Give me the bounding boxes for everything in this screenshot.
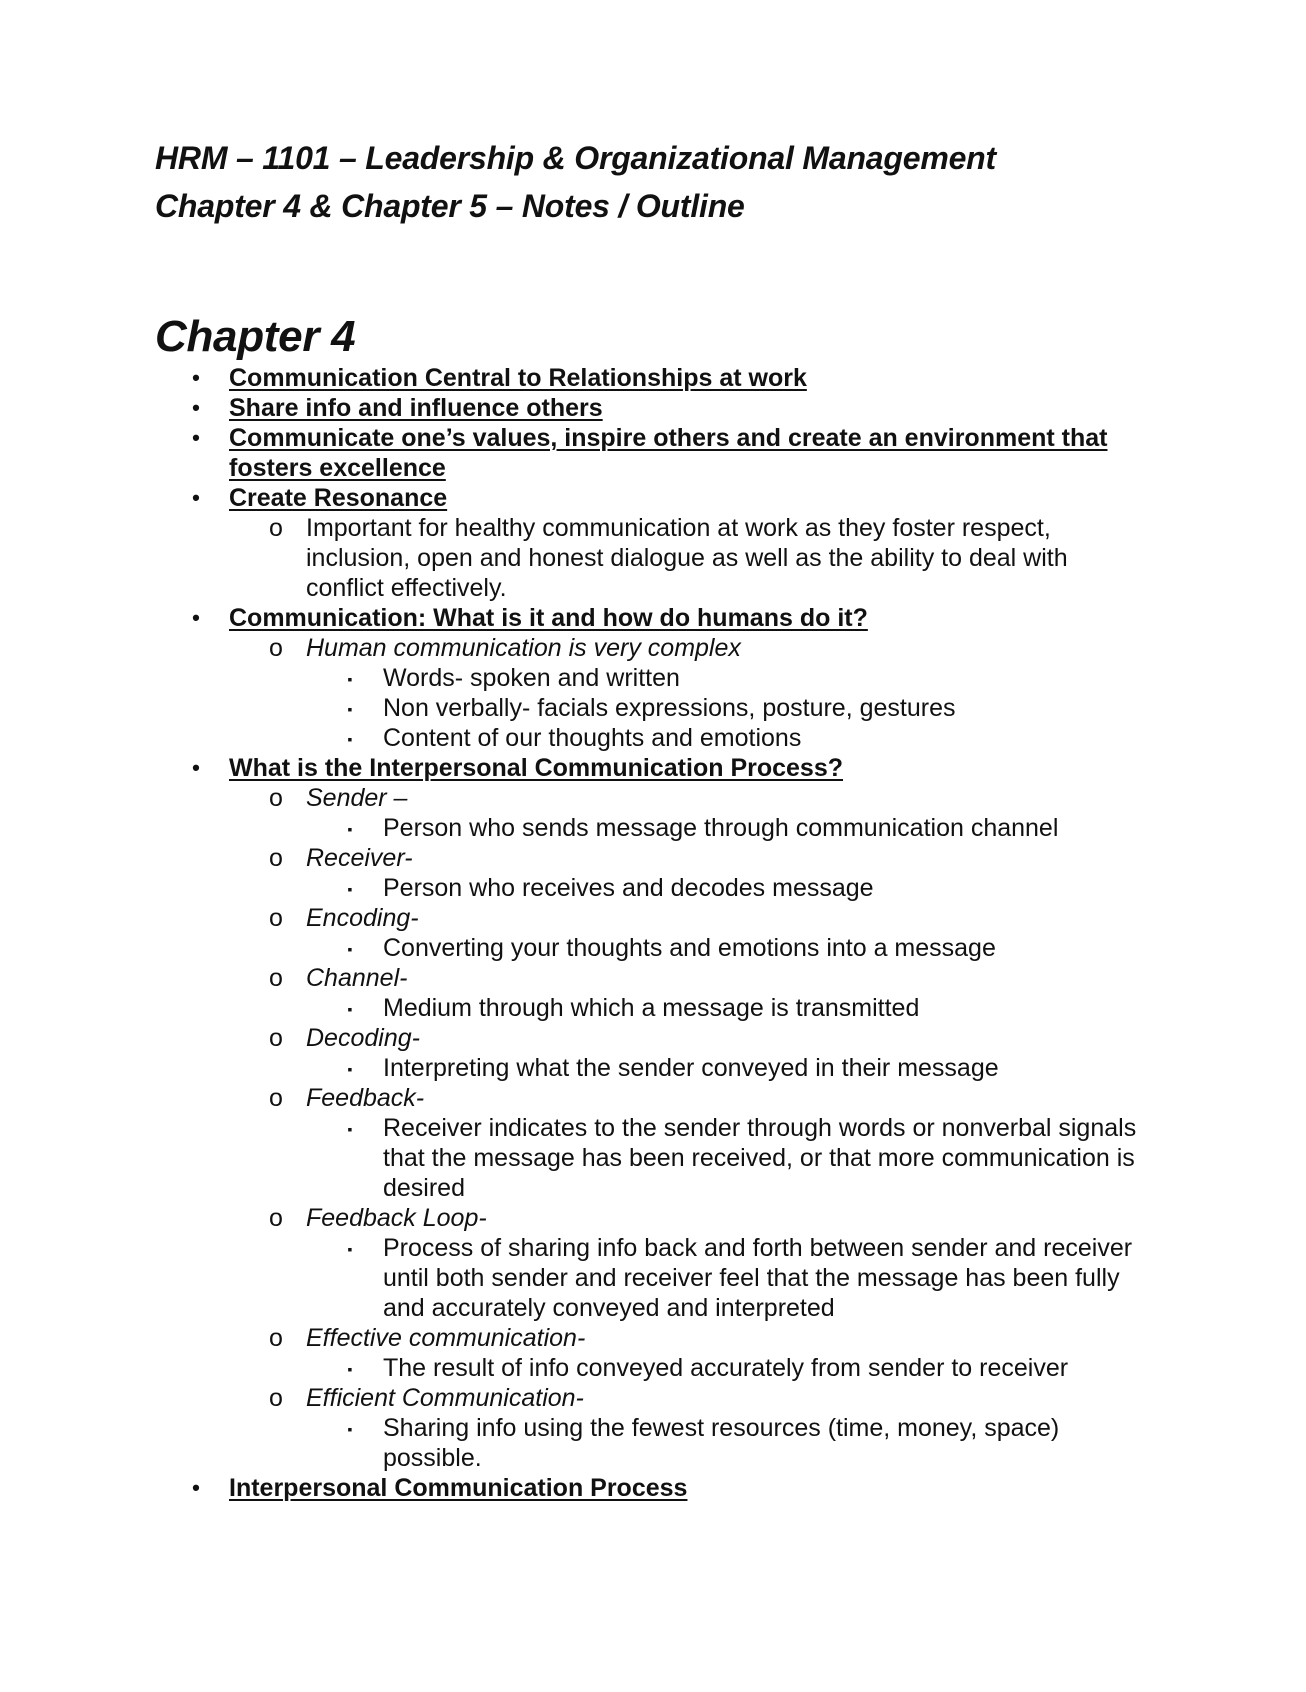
outline-topic-text: Communication Central to Relationships at work (229, 364, 807, 392)
bullet-icon: ▪ (347, 1061, 353, 1077)
bullet-icon: ▪ (347, 731, 353, 747)
outline-topic-text: What is the Interpersonal Communication Process? (229, 754, 844, 782)
outline-topic (0, 393, 1306, 423)
outline-subtopic-text: Important for healthy communication at work as they foster respect, inclusion, open and honest dialogue as well as the ability to deal with conflict effectively. (306, 514, 1068, 602)
bullet-icon: o (269, 1324, 283, 1352)
outline-topic-text: Interpersonal Communication Process (229, 1474, 688, 1502)
bullet-icon: o (269, 1204, 283, 1232)
outline-subtopic-text: Sender – (306, 784, 408, 812)
outline-subtopic (0, 903, 1306, 933)
outline-detail-text: Interpreting what the sender conveyed in their message (383, 1054, 999, 1082)
bullet-icon: o (269, 844, 283, 872)
document-title (155, 134, 996, 230)
outline-topic (0, 363, 1306, 393)
bullet-icon: ▪ (347, 1361, 353, 1377)
outline-detail-text: Person who sends message through communication channel (383, 814, 1059, 842)
outline-subtopic-text: Decoding- (306, 1024, 420, 1052)
outline-topic (0, 483, 1306, 513)
bullet-icon: o (269, 784, 283, 812)
outline-subtopic-text: Encoding- (306, 904, 419, 932)
outline-detail (0, 1053, 1306, 1083)
bullet-icon: ▪ (347, 1121, 353, 1137)
outline-topic (0, 423, 1306, 483)
outline-detail-text: Receiver indicates to the sender through words or nonverbal signals that the message has been received, or that more communication is desired (383, 1114, 1137, 1202)
outline-subtopic-text: Receiver- (306, 844, 413, 872)
document-title-line-1: HRM – 1101 – Leadership & Organizational Management (155, 140, 996, 176)
bullet-icon: • (192, 485, 200, 510)
bullet-icon: ▪ (347, 881, 353, 897)
outline-subtopic-text: Feedback- (306, 1084, 425, 1112)
outline-detail (0, 1233, 1306, 1323)
outline-topic (0, 753, 1306, 783)
bullet-icon: • (192, 395, 200, 420)
bullet-icon: o (269, 1084, 283, 1112)
outline-detail (0, 1413, 1306, 1473)
bullet-icon: • (192, 605, 200, 630)
bullet-icon: o (269, 1384, 283, 1412)
outline-detail (0, 993, 1306, 1023)
outline-topic-text: Communication: What is it and how do humans do it? (229, 604, 868, 632)
bullet-icon: • (192, 365, 200, 390)
outline-subtopic (0, 843, 1306, 873)
bullet-icon: • (192, 1475, 200, 1500)
outline-subtopic-text: Channel- (306, 964, 408, 992)
bullet-icon: o (269, 964, 283, 992)
bullet-icon: ▪ (347, 1001, 353, 1017)
bullet-icon: o (269, 904, 283, 932)
outline-detail-text: Content of our thoughts and emotions (383, 724, 802, 752)
outline-topic-text: Share info and influence others (229, 394, 603, 422)
outline-subtopic (0, 1203, 1306, 1233)
bullet-icon: • (192, 755, 200, 780)
bullet-icon: ▪ (347, 821, 353, 837)
chapter-outline (0, 363, 1306, 1503)
outline-subtopic (0, 963, 1306, 993)
bullet-icon: ▪ (347, 671, 353, 687)
outline-detail (0, 1113, 1306, 1203)
outline-detail (0, 813, 1306, 843)
bullet-icon: ▪ (347, 1421, 353, 1437)
outline-subtopic (0, 1323, 1306, 1353)
outline-subtopic (0, 1083, 1306, 1113)
outline-subtopic (0, 1383, 1306, 1413)
outline-subtopic-text: Feedback Loop- (306, 1204, 487, 1232)
outline-detail (0, 933, 1306, 963)
outline-detail-text: Process of sharing info back and forth between sender and receiver until both sender and receiver feel that the message has been fully and accurately conveyed and interpreted (383, 1234, 1133, 1322)
outline-detail-text: Sharing info using the fewest resources (time, money, space) possible. (383, 1414, 1060, 1472)
outline-detail-text: The result of info conveyed accurately from sender to receiver (383, 1354, 1069, 1382)
outline-detail-text: Medium through which a message is transmitted (383, 994, 920, 1022)
outline-detail-text: Non verbally- facials expressions, posture, gestures (383, 694, 956, 722)
outline-subtopic (0, 783, 1306, 813)
outline-detail-text: Words- spoken and written (383, 664, 680, 692)
outline-detail (0, 723, 1306, 753)
outline-subtopic (0, 1023, 1306, 1053)
outline-topic (0, 603, 1306, 633)
bullet-icon: • (192, 425, 200, 450)
outline-detail-text: Person who receives and decodes message (383, 874, 874, 902)
outline-subtopic-text: Efficient Communication- (306, 1384, 584, 1412)
bullet-icon: ▪ (347, 1241, 353, 1257)
bullet-icon: o (269, 514, 283, 542)
bullet-icon: o (269, 634, 283, 662)
outline-subtopic-text: Human communication is very complex (306, 634, 741, 662)
outline-subtopic-text: Effective communication- (306, 1324, 586, 1352)
outline-detail-text: Converting your thoughts and emotions into a message (383, 934, 996, 962)
outline-topic-text: Communicate one’s values, inspire others and create an environment that fosters excellence (229, 424, 1108, 482)
outline-topic-text: Create Resonance (229, 484, 448, 512)
outline-subtopic (0, 513, 1306, 603)
outline-topic (0, 1473, 1306, 1503)
outline-subtopic (0, 633, 1306, 663)
outline-detail (0, 693, 1306, 723)
outline-detail (0, 1353, 1306, 1383)
chapter-heading: Chapter 4 (155, 312, 356, 361)
bullet-icon: ▪ (347, 941, 353, 957)
outline-detail (0, 663, 1306, 693)
outline-detail (0, 873, 1306, 903)
document-title-line-2: Chapter 4 & Chapter 5 – Notes / Outline (155, 188, 745, 224)
bullet-icon: ▪ (347, 701, 353, 717)
bullet-icon: o (269, 1024, 283, 1052)
